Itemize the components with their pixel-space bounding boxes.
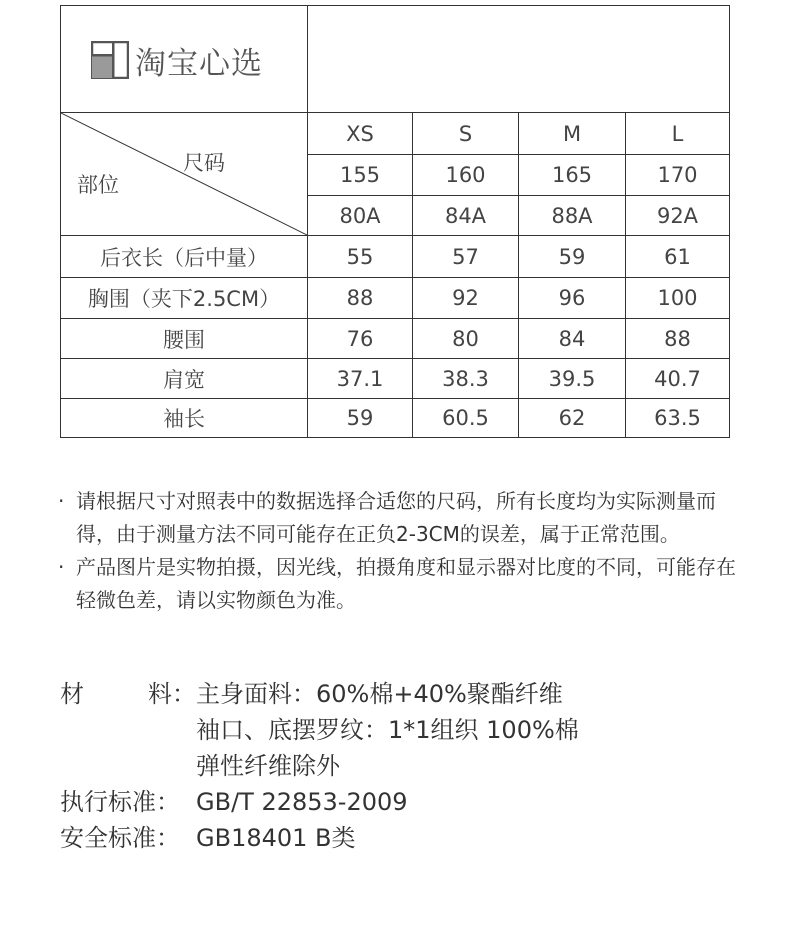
model-cell: 80A [339, 203, 381, 228]
table-cell: 100 [657, 286, 698, 310]
spec-value-line: GB18401 B类 [196, 824, 356, 852]
table-cell: 61 [664, 244, 691, 269]
notes-section [58, 485, 748, 617]
table-cell: 88 [346, 286, 374, 310]
bullet: · [58, 489, 65, 513]
table-cell: 88 [664, 326, 691, 351]
spec-label: 安全标准： [60, 824, 180, 852]
spec-label [60, 676, 196, 784]
size-header-s: S [458, 121, 473, 146]
row-label-waist: 腰围 [163, 327, 205, 352]
table-cell: 40.7 [654, 366, 701, 391]
spec-label-part: 料： [148, 680, 196, 708]
table-cell: 62 [558, 406, 586, 430]
table-cell: 80 [452, 326, 479, 351]
spec-safety [60, 820, 750, 856]
spec-value-line: GB/T 22853-2009 [196, 788, 408, 816]
table-cell: 63.5 [654, 406, 701, 430]
spec-value-line: 弹性纤维除外 [196, 752, 340, 780]
height-cell: 170 [657, 163, 698, 187]
table-cell: 92 [452, 286, 479, 310]
note-item [58, 485, 748, 551]
table-cell: 55 [346, 244, 374, 269]
row-label-back-length: 后衣长（后中量） [100, 245, 268, 270]
table-cell: 59 [558, 244, 586, 269]
size-header-l: L [671, 121, 684, 146]
table-cell: 57 [452, 244, 479, 269]
spec-value-line: 主身面料：60%棉+40%聚酯纤维 [196, 680, 563, 708]
height-cell: 165 [551, 163, 593, 187]
spec-value-line: 袖口、底摆罗纹：1*1组织 100%棉 [196, 716, 579, 744]
product-specs [60, 676, 750, 856]
spec-values [196, 676, 579, 784]
height-cell: 155 [339, 163, 381, 187]
table-cell: 38.3 [442, 366, 489, 391]
model-cell: 88A [551, 203, 593, 228]
spec-label-part: 材 [60, 680, 84, 708]
spec-label: 执行标准： [60, 788, 180, 816]
height-cell: 160 [445, 163, 486, 187]
taobao-xinxuan-logo-mark-icon [91, 41, 129, 79]
spec-material [60, 676, 750, 784]
model-cell: 84A [444, 203, 487, 228]
model-cell: 92A [656, 203, 699, 228]
row-label-shoulder: 肩宽 [163, 367, 205, 392]
brand-name: 淘宝心选 [135, 45, 263, 82]
table-cell: 37.1 [336, 366, 384, 391]
corner-part-label: 部位 [77, 173, 119, 197]
table-cell: 59 [346, 406, 374, 430]
corner-size-label: 尺码 [183, 151, 225, 175]
table-cell: 84 [558, 326, 586, 351]
row-label-sleeve: 袖长 [163, 407, 205, 431]
table-cell: 76 [346, 326, 374, 351]
note-text: 产品图片是实物拍摄，因光线，拍摄角度和显示器对比度的不同，可能存在轻微色差，请以实物颜色为准。 [76, 555, 736, 612]
row-label-chest: 胸围（夹下2.5CM） [87, 287, 281, 311]
table-cell: 60.5 [442, 406, 489, 430]
note-item [58, 551, 748, 617]
size-header-xs: XS [346, 121, 374, 146]
spec-standard [60, 784, 750, 820]
size-header-m: M [562, 121, 582, 146]
brand-logo [91, 39, 263, 81]
table-cell: 96 [558, 286, 586, 310]
table-cell: 39.5 [548, 366, 596, 391]
size-chart-table [60, 5, 730, 438]
note-text: 请根据尺寸对照表中的数据选择合适您的尺码，所有长度均为实际测量而得，由于测量方法不同可能存在正负2-3CM的误差，属于正常范围。 [76, 489, 716, 546]
bullet: · [58, 555, 65, 579]
